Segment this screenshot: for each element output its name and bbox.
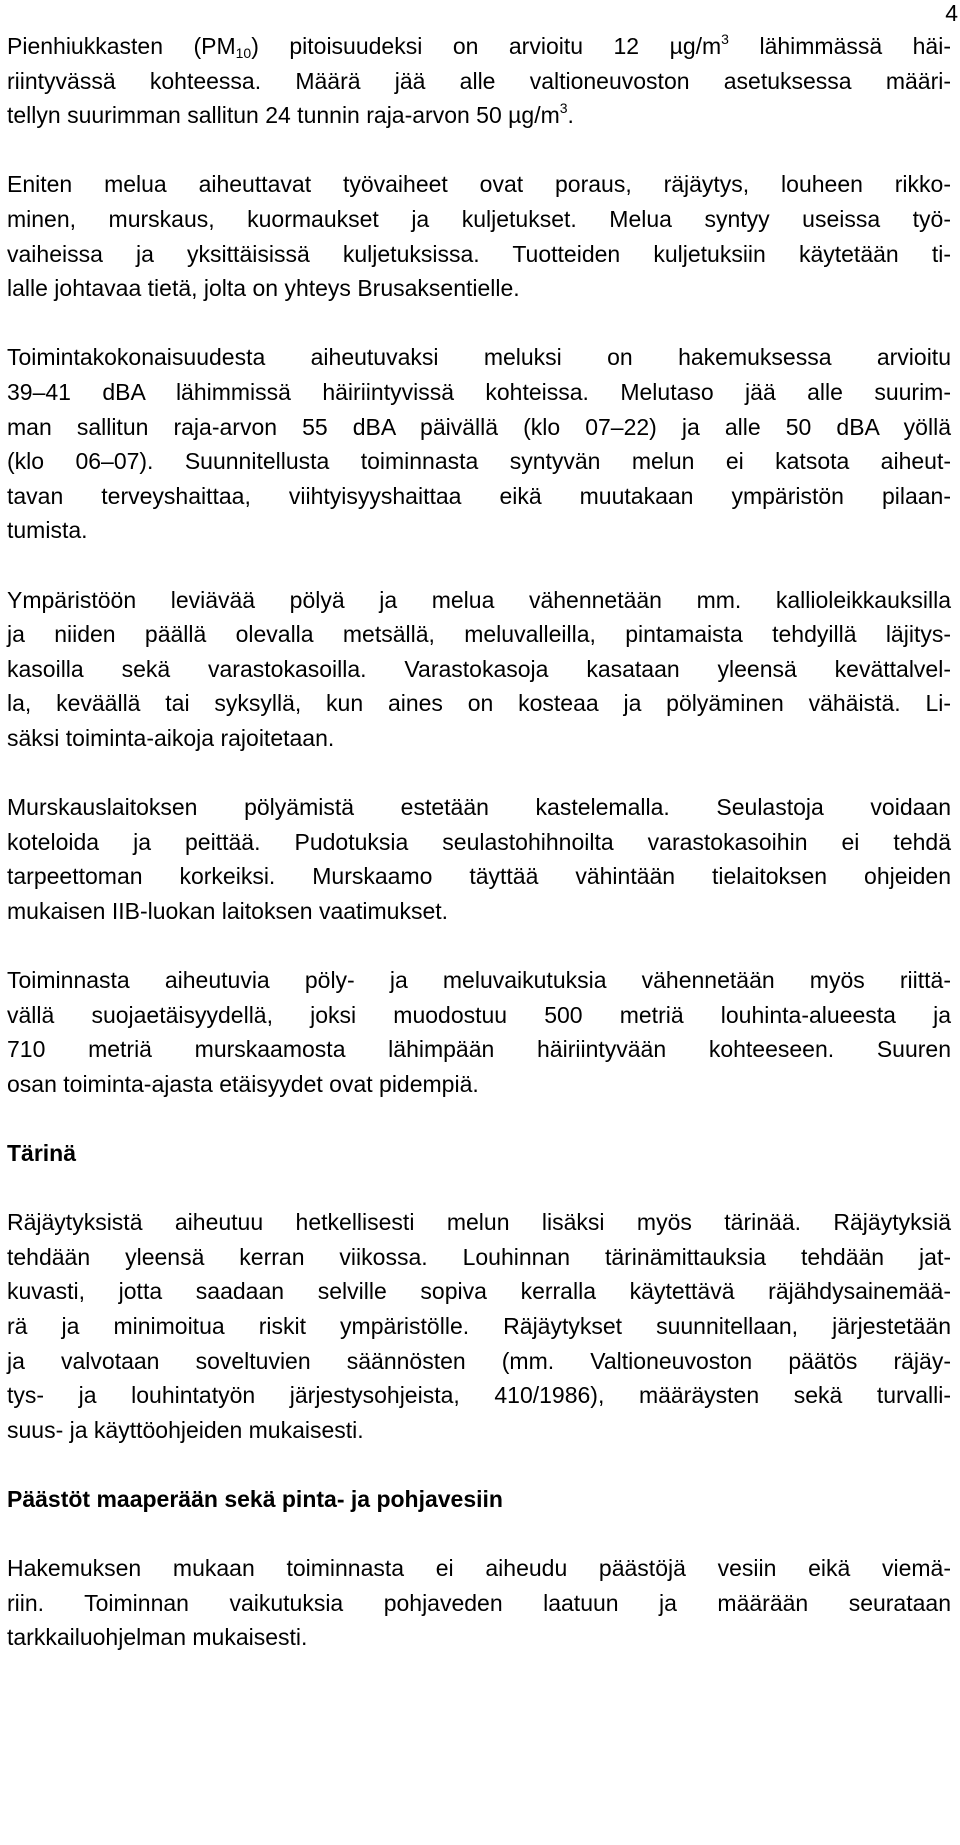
text-segment: lähimmässä häi- xyxy=(728,33,951,59)
paragraph-vibration xyxy=(7,1205,951,1447)
text-line: ja valvotaan soveltuvien säännösten (mm. Valtioneuvoston päätös räjäy- xyxy=(7,1347,951,1374)
text-line: 39–41 dBA lähimmissä häiriintyvissä kohteissa. Melutaso jää alle suurim- xyxy=(7,378,951,405)
text-line: tys- ja louhintatyön järjestysohjeista, 410/1986), määräysten sekä turvalli- xyxy=(7,1382,951,1409)
text-line: vällä suojaetäisyydellä, joksi muodostuu 500 metriä louhinta-alueesta ja xyxy=(7,1001,951,1028)
text-line: mukaisen IIB-luokan laitoksen vaatimukset. xyxy=(7,897,449,924)
text-line: vaiheissa ja yksittäisissä kuljetuksissa. Tuotteiden kuljetuksiin käytetään ti- xyxy=(7,240,951,267)
text-line: (klo 06–07). Suunnitellusta toiminnasta syntyvän melun ei katsota aiheut- xyxy=(7,448,951,475)
text-line: tavan terveyshaittaa, viihtyisyyshaittaa eikä muutakaan ympäristön pilaan- xyxy=(7,482,951,509)
text-line: kuvasti, jotta saadaan selville sopiva kerralla käytettävä räjähdysainemää- xyxy=(7,1278,951,1305)
page-number: 4 xyxy=(945,0,958,26)
text-line: Toimintakokonaisuudesta aiheutuvaksi meluksi on hakemuksessa arvioitu xyxy=(7,344,951,371)
text-line: Ympäristöön leviävää pölyä ja melua vähennetään mm. kallioleikkauksilla xyxy=(7,586,951,613)
text-line xyxy=(7,98,951,133)
text-line: koteloida ja peittää. Pudotuksia seulastohihnoilta varastokasoihin ei tehdä xyxy=(7,828,951,855)
paragraph-particulate-matter xyxy=(7,29,951,133)
text-line: kasoilla sekä varastokasoilla. Varastokasoja kasataan yleensä kevättalvel- xyxy=(7,655,951,682)
text-segment: . xyxy=(567,102,574,129)
text-line: osan toiminta-ajasta etäisyydet ovat pidempiä. xyxy=(7,1070,479,1097)
text-line: riin. Toiminnan vaikutuksia pohjaveden laatuun ja määrään seurataan xyxy=(7,1589,951,1616)
paragraph-noise-sources xyxy=(7,167,951,305)
text-line: ja niiden päällä olevalla metsällä, meluvalleilla, pintamaista tehdyillä läjitys- xyxy=(7,621,951,648)
paragraph-safety-distance xyxy=(7,963,951,1101)
section-heading-emissions: Päästöt maaperään sekä pinta- ja pohjavesiin xyxy=(7,1485,503,1512)
text-line: la, keväällä tai syksyllä, kun aines on kosteaa ja pölyäminen vähäistä. Li- xyxy=(7,690,951,717)
text-line: rä ja minimoitua riskit ympäristölle. Räjäytykset suunnitellaan, järjestetään xyxy=(7,1312,951,1339)
text-line: tehdään yleensä kerran viikossa. Louhinnan tärinämittauksia tehdään jat- xyxy=(7,1243,951,1270)
text-segment: tellyn suurimman sallitun 24 tunnin raja-arvon 50 µg/m xyxy=(7,102,560,129)
text-line: Räjäytyksistä aiheutuu hetkellisesti melun lisäksi myös tärinää. Räjäytyksiä xyxy=(7,1209,951,1236)
text-line: minen, murskaus, kuormaukset ja kuljetukset. Melua syntyy useissa työ- xyxy=(7,205,951,232)
text-segment: Pienhiukkasten (PM xyxy=(7,33,236,59)
superscript: 3 xyxy=(559,100,568,117)
text-line: tarkkailuohjelman mukaisesti. xyxy=(7,1624,308,1651)
paragraph-dust-reduction xyxy=(7,583,951,756)
text-line: säksi toiminta-aikoja rajoitetaan. xyxy=(7,724,335,751)
document-body xyxy=(7,29,951,1655)
text-line: Toiminnasta aiheutuvia pöly- ja meluvaikutuksia vähennetään myös riittä- xyxy=(7,967,951,994)
text-line: man sallitun raja-arvon 55 dBA päivällä (klo 07–22) ja alle 50 dBA yöllä xyxy=(7,413,951,440)
text-line: 710 metriä murskaamosta lähimpään häiriintyvään kohteeseen. Suuren xyxy=(7,1036,951,1063)
text-line: suus- ja käyttöohjeiden mukaisesti. xyxy=(7,1416,364,1443)
paragraph-noise-levels xyxy=(7,340,951,548)
text-line: tumista. xyxy=(7,517,88,544)
paragraph-crushing-plant xyxy=(7,790,951,928)
text-line xyxy=(7,29,951,64)
paragraph-water-emissions xyxy=(7,1551,951,1655)
subscript: 10 xyxy=(235,45,252,61)
text-line: tarpeettoman korkeiksi. Murskaamo täyttää vähintään tielaitoksen ohjeiden xyxy=(7,863,951,890)
text-line: lalle johtavaa tietä, jolta on yhteys Brusaksentielle. xyxy=(7,275,520,302)
text-segment: ) pitoisuudeksi on arvioitu 12 µg/m xyxy=(251,33,722,59)
section-heading-vibration: Tärinä xyxy=(7,1140,77,1166)
text-line: riintyvässä kohteessa. Määrä jää alle valtioneuvoston asetuksessa määri- xyxy=(7,67,951,94)
text-line: Hakemuksen mukaan toiminnasta ei aiheudu päästöjä vesiin eikä viemä- xyxy=(7,1555,951,1582)
superscript: 3 xyxy=(721,31,729,47)
text-line: Murskauslaitoksen pölyämistä estetään kastelemalla. Seulastoja voidaan xyxy=(7,794,951,821)
text-line: Eniten melua aiheuttavat työvaiheet ovat poraus, räjäytys, louheen rikko- xyxy=(7,171,951,198)
